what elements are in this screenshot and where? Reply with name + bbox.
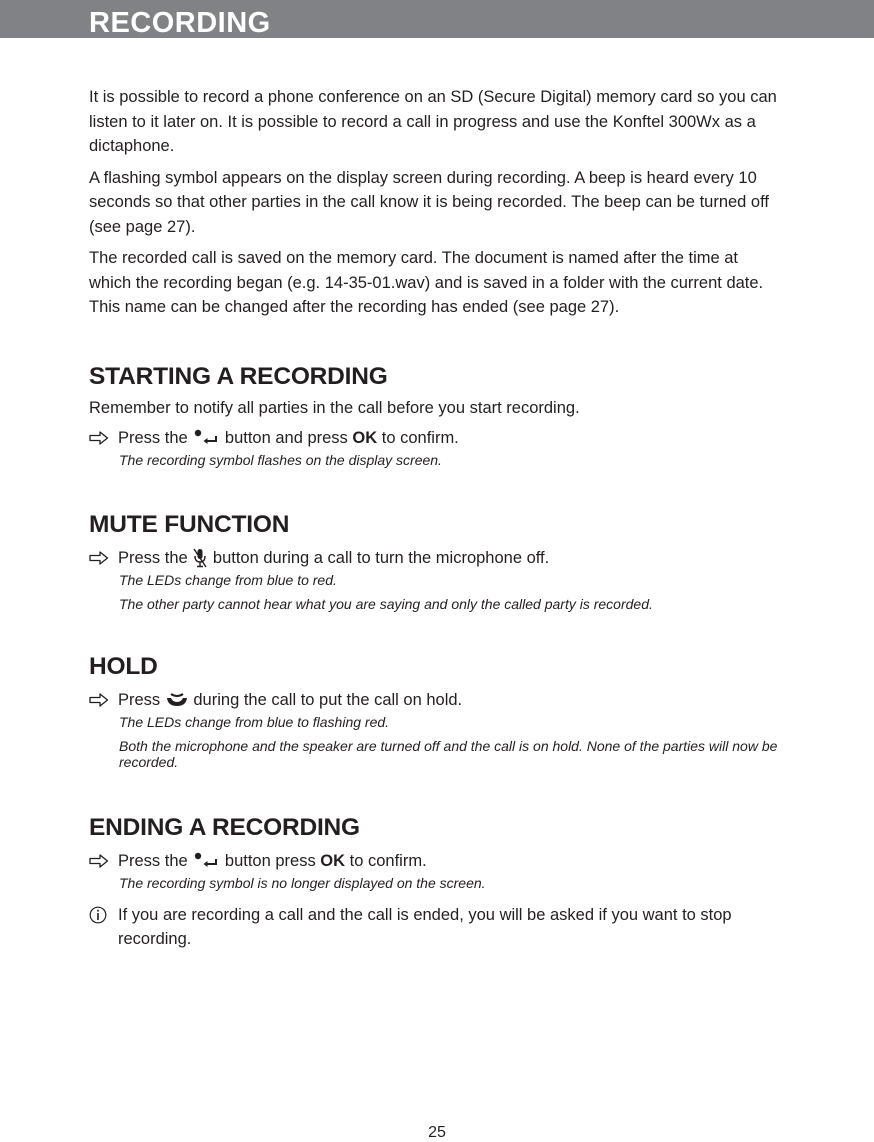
step-note: The LEDs change from blue to red. xyxy=(119,571,337,588)
arrow-right-icon xyxy=(89,431,109,445)
instruction-step: Press during the call to put the call on hold. xyxy=(89,688,779,712)
arrow-right-icon xyxy=(89,551,109,565)
step-note: The recording symbol is no longer displayed on the screen. xyxy=(119,874,486,891)
ok-key: OK xyxy=(352,428,378,447)
section-lead: Remember to notify all parties in the call before you start recording. xyxy=(89,398,580,417)
info-icon xyxy=(89,906,107,924)
intro xyxy=(89,85,779,320)
arrow-right-icon xyxy=(89,854,109,868)
hold-phone-icon xyxy=(165,692,189,708)
section-title: HOLD xyxy=(89,652,158,680)
section-title: MUTE FUNCTION xyxy=(89,510,290,538)
section-starting xyxy=(89,362,779,468)
info-note: If you are recording a call and the call is ended, you will be asked if you want to stop recording. xyxy=(89,903,779,952)
intro-paragraph: A flashing symbol appears on the display screen during recording. A beep is heard every 10 seconds so that other parties in the call know it is being recorded. The beep can be turned off (see page 27). xyxy=(89,168,769,236)
step-note: The LEDs change from blue to flashing red. xyxy=(119,713,390,730)
arrow-right-icon xyxy=(89,693,109,707)
microphone-mute-icon xyxy=(192,548,208,568)
section-title: STARTING A RECORDING xyxy=(89,362,388,390)
section-hold xyxy=(89,652,779,770)
ok-key: OK xyxy=(320,851,346,870)
section-ending xyxy=(89,813,779,952)
step-note: Both the microphone and the speaker are turned off and the call is on hold. None of the parties will now be recorded. xyxy=(119,737,778,770)
intro-paragraph: It is possible to record a phone conference on an SD (Secure Digital) memory card so you can listen to it later on. It is possible to record a call in progress and use the Konftel 300Wx as a dictaphone. xyxy=(89,88,777,155)
instruction-step: Press the button and press OK to confirm. xyxy=(89,426,779,450)
page-number: 25 xyxy=(428,1124,446,1141)
record-icon xyxy=(192,429,220,447)
section-mute xyxy=(89,510,779,612)
page-title: RECORDING xyxy=(89,7,271,39)
intro-paragraph: The recorded call is saved on the memory card. The document is named after the time at which the recording began (e.g. 14-35-01.wav) and is saved in a folder with the current date. This name can be changed after the recording has ended (see page 27). xyxy=(89,249,764,316)
instruction-step: Press the button during a call to turn the microphone off. xyxy=(89,546,779,570)
record-icon xyxy=(192,852,220,870)
step-note: The other party cannot hear what you are saying and only the called party is recorded. xyxy=(119,595,653,612)
page-content xyxy=(89,85,779,952)
section-title: ENDING A RECORDING xyxy=(89,813,360,841)
instruction-step: Press the button press OK to confirm. xyxy=(89,849,779,873)
step-note: The recording symbol flashes on the display screen. xyxy=(119,451,442,468)
